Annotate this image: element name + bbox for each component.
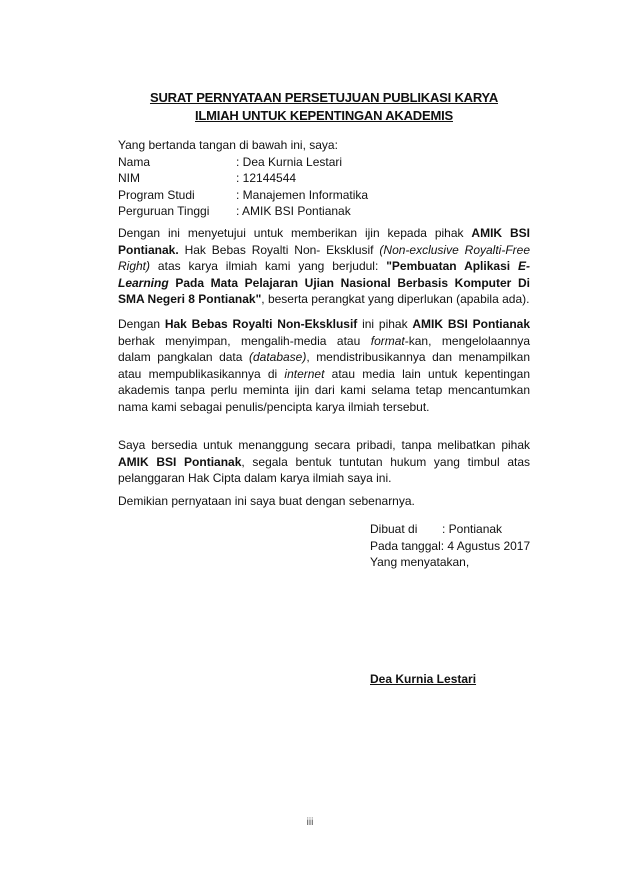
identity-row-perguruan-tinggi [118,203,530,220]
pt-value: : AMIK BSI Pontianak [236,204,351,218]
para2-italic-internet: internet [284,366,325,381]
para1-bold-title-start: "Pembuatan Aplikasi [386,259,519,273]
identity-row-nama [118,154,530,171]
pt-label: Perguruan Tinggi [118,204,210,218]
intro-text: Yang bertanda tangan di bawah ini, saya: [118,138,338,152]
date-value: : 4 Agustus 2017 [440,538,531,553]
identity-row-prodi [118,187,530,204]
paragraph-closing: Demikian pernyataan ini saya buat dengan sebenarnya. [118,494,415,508]
date-label: Pada tanggal [370,538,441,553]
para3-bold-institution: AMIK BSI Pontianak [118,454,242,469]
identity-row-nim [118,170,530,187]
para1-text-4: , beserta perangkat yang diperlukan (apabila ada). [261,292,530,306]
para2-text-5: , mendistribusikannya dan menampilkan atau mempublikasikannya di [118,350,530,381]
para2-text-2: ini pihak [357,317,413,331]
para2-text-6: atau media lain untuk kepentingan akademis tanpa perlu meminta ijin dari kami selama tetap mencantumkan nama kami sebagai penulis/pencipta karya ilmiah tersebut. [118,366,530,414]
para2-bold-right: Hak Bebas Royalti Non-Eksklusif [164,317,358,331]
para2-italic-format: format [370,333,405,348]
para3-text-1: Saya bersedia untuk menanggung secara pribadi, tanpa melibatkan pihak [118,438,530,452]
title-line-2: ILMIAH UNTUK KEPENTINGAN AKADEMIS [195,108,453,123]
document-title [118,89,530,125]
para1-italic-right: (Non-exclusive Royalti-Free Right) [118,242,531,273]
place-label: Dibuat di [370,522,418,536]
signer-name: Dea Kurnia Lestari [370,672,477,686]
title-line-1: SURAT PERNYATAAN PERSETUJUAN PUBLIKASI KARYA [149,90,499,105]
paragraph-consent [118,225,530,308]
signature-place-row [370,521,540,538]
nim-label: NIM [118,171,140,185]
para2-bold-institution: AMIK BSI Pontianak [412,317,530,331]
place-value: : Pontianak [442,522,503,536]
prodi-value: : Manajemen Informatika [236,187,369,202]
page-number: iii [306,817,314,828]
closing-text: Yang menyatakan, [370,555,470,569]
para3-text-2: , segala bentuk tuntutan hukum yang timbul atas pelanggaran Hak Cipta dalam karya ilmiah saya ini. [118,454,530,485]
identity-block [118,137,530,220]
signature-date-row [370,538,540,555]
para1-bold-title-end: Pada Mata Pelajaran Ujian Nasional Berbasis Komputer Di SMA Negeri 8 Pontianak" [118,275,530,306]
para2-text-1: Dengan [118,317,165,331]
signature-block [370,521,540,571]
para1-text-3: atas karya ilmiah kami yang berjudul: [150,259,387,273]
nim-value: : 12144544 [236,171,297,185]
nama-value: : Dea Kurnia Lestari [236,154,343,169]
paragraph-rights [118,316,530,415]
para2-text-4: -kan, mengelolaannya dalam pangkalan data [118,333,530,364]
para1-text-1: Dengan ini menyetujui untuk memberikan ijin kepada pihak [118,226,472,240]
para2-italic-database: (database) [248,350,307,364]
paragraph-liability [118,437,530,487]
para1-text-2: Hak Bebas Royalti Non- Eksklusif [178,242,380,257]
nama-label: Nama [118,154,151,169]
para1-bold-italic-elearning: E-Learning [118,259,531,290]
para1-bold-institution: AMIK BSI Pontianak. [118,226,530,257]
para2-text-3: berhak menyimpan, mengalih-media atau [118,333,371,348]
prodi-label: Program Studi [118,187,195,202]
